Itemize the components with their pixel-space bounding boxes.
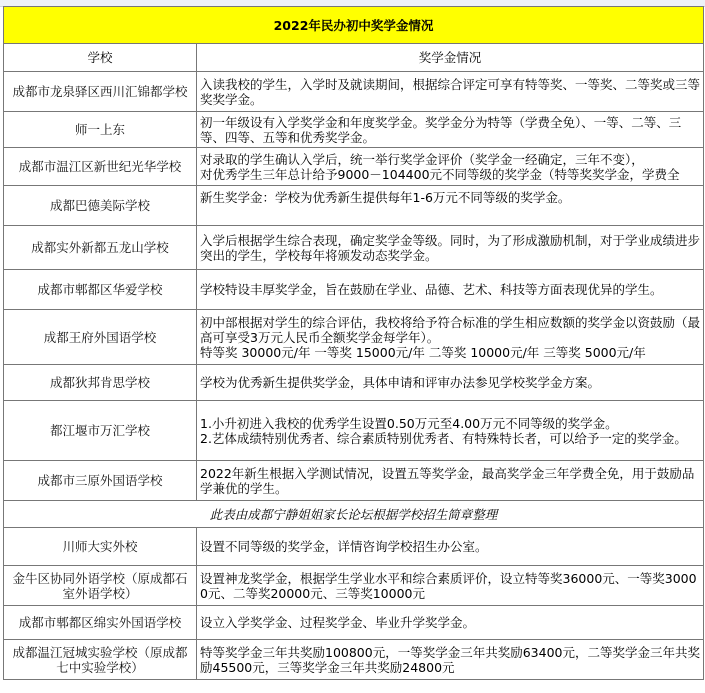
school-cell[interactable]: 成都市龙泉驿区西川汇锦都学校 xyxy=(4,72,197,112)
scholarship-table xyxy=(3,6,704,680)
school-cell[interactable]: 成都巴德美际学校 xyxy=(4,186,197,226)
school-cell[interactable]: 成都市三原外国语学校 xyxy=(4,461,197,501)
scholarship-cell[interactable]: 初一年级设有入学奖学金和年度奖学金。奖学金分为特等（学费全免）、一等、二等、三等、四等、五等和优秀奖学金。 xyxy=(197,112,704,148)
scholarship-cell[interactable]: 设置不同等级的奖学金，详情咨询学校招生办公室。 xyxy=(197,528,704,566)
table-row xyxy=(4,112,704,148)
table-title[interactable]: 2022年民办初中奖学金情况 xyxy=(4,7,704,44)
scholarship-cell[interactable] xyxy=(197,310,704,365)
school-cell[interactable]: 金牛区协同外语学校（原成都石室外语学校） xyxy=(4,566,197,606)
header-scholarship[interactable]: 奖学金情况 xyxy=(197,44,704,72)
table-row xyxy=(4,270,704,310)
school-cell[interactable]: 成都市温江区新世纪光华学校 xyxy=(4,148,197,186)
table-row xyxy=(4,365,704,401)
scholarship-line: 特等奖 30000元/年 一等奖 15000元/年 二等奖 10000元/年 三等奖 5000元/年 xyxy=(200,344,646,360)
table-row xyxy=(4,186,704,226)
school-cell[interactable]: 师一上东 xyxy=(4,112,197,148)
table-row xyxy=(4,528,704,566)
school-cell[interactable]: 成都市郫都区华爱学校 xyxy=(4,270,197,310)
scholarship-cell[interactable]: 学校为优秀新生提供奖学金，具体申请和评审办法参见学校奖学金方案。 xyxy=(197,365,704,401)
table-row xyxy=(4,640,704,680)
scholarship-line: 2.艺体成绩特别优秀者、综合素质特别优秀者、有特殊特长者，可以给予一定的奖学金。 xyxy=(200,430,687,446)
scholarship-line: 对录取的学生确认入学后，统一举行奖学金评价（奖学金一经确定，三年不变）， xyxy=(200,151,644,167)
scholarship-cell[interactable]: 特等奖学金三年共奖励100800元，一等奖学金三年共奖励63400元，二等奖学金三年共奖励45500元，三等奖学金三年共奖励24800元 xyxy=(197,640,704,680)
school-cell[interactable]: 川师大实外校 xyxy=(4,528,197,566)
school-cell[interactable]: 成都狄邦肯思学校 xyxy=(4,365,197,401)
scholarship-cell[interactable]: 设立入学奖学金、过程奖学金、毕业升学奖学金。 xyxy=(197,606,704,640)
scholarship-line: 对优秀学生三年总计给予9000－104400元不同等级的奖学金（特等奖奖学金，学费全 xyxy=(200,166,680,182)
table-row xyxy=(4,606,704,640)
table-row xyxy=(4,310,704,365)
table-row xyxy=(4,148,704,186)
scholarship-cell[interactable] xyxy=(197,401,704,461)
table-row xyxy=(4,461,704,501)
scholarship-cell[interactable] xyxy=(197,148,704,186)
scholarship-cell[interactable]: 入学后根据学生综合表现，确定奖学金等级。同时，为了形成激励机制，对于学业成绩进步突出的学生，学校每年将颁发动态奖学金。 xyxy=(197,226,704,270)
scholarship-cell[interactable]: 新生奖学金：学校为优秀新生提供每年1-6万元不同等级的奖学金。 xyxy=(197,186,704,226)
scholarship-line: 1.小升初进入我校的优秀学生设置0.50万元至4.00万元不同等级的奖学金。 xyxy=(200,415,618,431)
scholarship-cell[interactable]: 学校特设丰厚奖学金，旨在鼓励在学业、品德、艺术、科技等方面表现优异的学生。 xyxy=(197,270,704,310)
table-row xyxy=(4,226,704,270)
school-cell[interactable]: 成都王府外国语学校 xyxy=(4,310,197,365)
scholarship-cell[interactable]: 设置神龙奖学金，根据学生学业水平和综合素质评价，设立特等奖36000元、一等奖30000元、二等奖20000元、三等奖10000元 xyxy=(197,566,704,606)
scholarship-cell[interactable]: 2022年新生根据入学测试情况，设置五等奖学金，最高奖学金三年学费全免，用于鼓励品学兼优的学生。 xyxy=(197,461,704,501)
scholarship-cell[interactable]: 入读我校的学生，入学时及就读期间，根据综合评定可享有特等奖、一等奖、二等奖或三等奖奖学金。 xyxy=(197,72,704,112)
source-note[interactable]: 此表由成都宁静姐姐家长论坛根据学校招生简章整理 xyxy=(4,501,704,528)
school-cell[interactable]: 成都温江冠城实验学校（原成都七中实验学校） xyxy=(4,640,197,680)
table-row xyxy=(4,566,704,606)
school-cell[interactable]: 都江堰市万汇学校 xyxy=(4,401,197,461)
scholarship-line: 初中部根据对学生的综合评估，我校将给予符合标准的学生相应数额的奖学金以资鼓励（最高可享受3万元人民币全额奖学金每学年）。 xyxy=(200,314,701,345)
header-school[interactable]: 学校 xyxy=(4,44,197,72)
school-cell[interactable]: 成都市郫都区绵实外国语学校 xyxy=(4,606,197,640)
table-row xyxy=(4,72,704,112)
school-cell[interactable]: 成都实外新都五龙山学校 xyxy=(4,226,197,270)
table-row xyxy=(4,401,704,461)
